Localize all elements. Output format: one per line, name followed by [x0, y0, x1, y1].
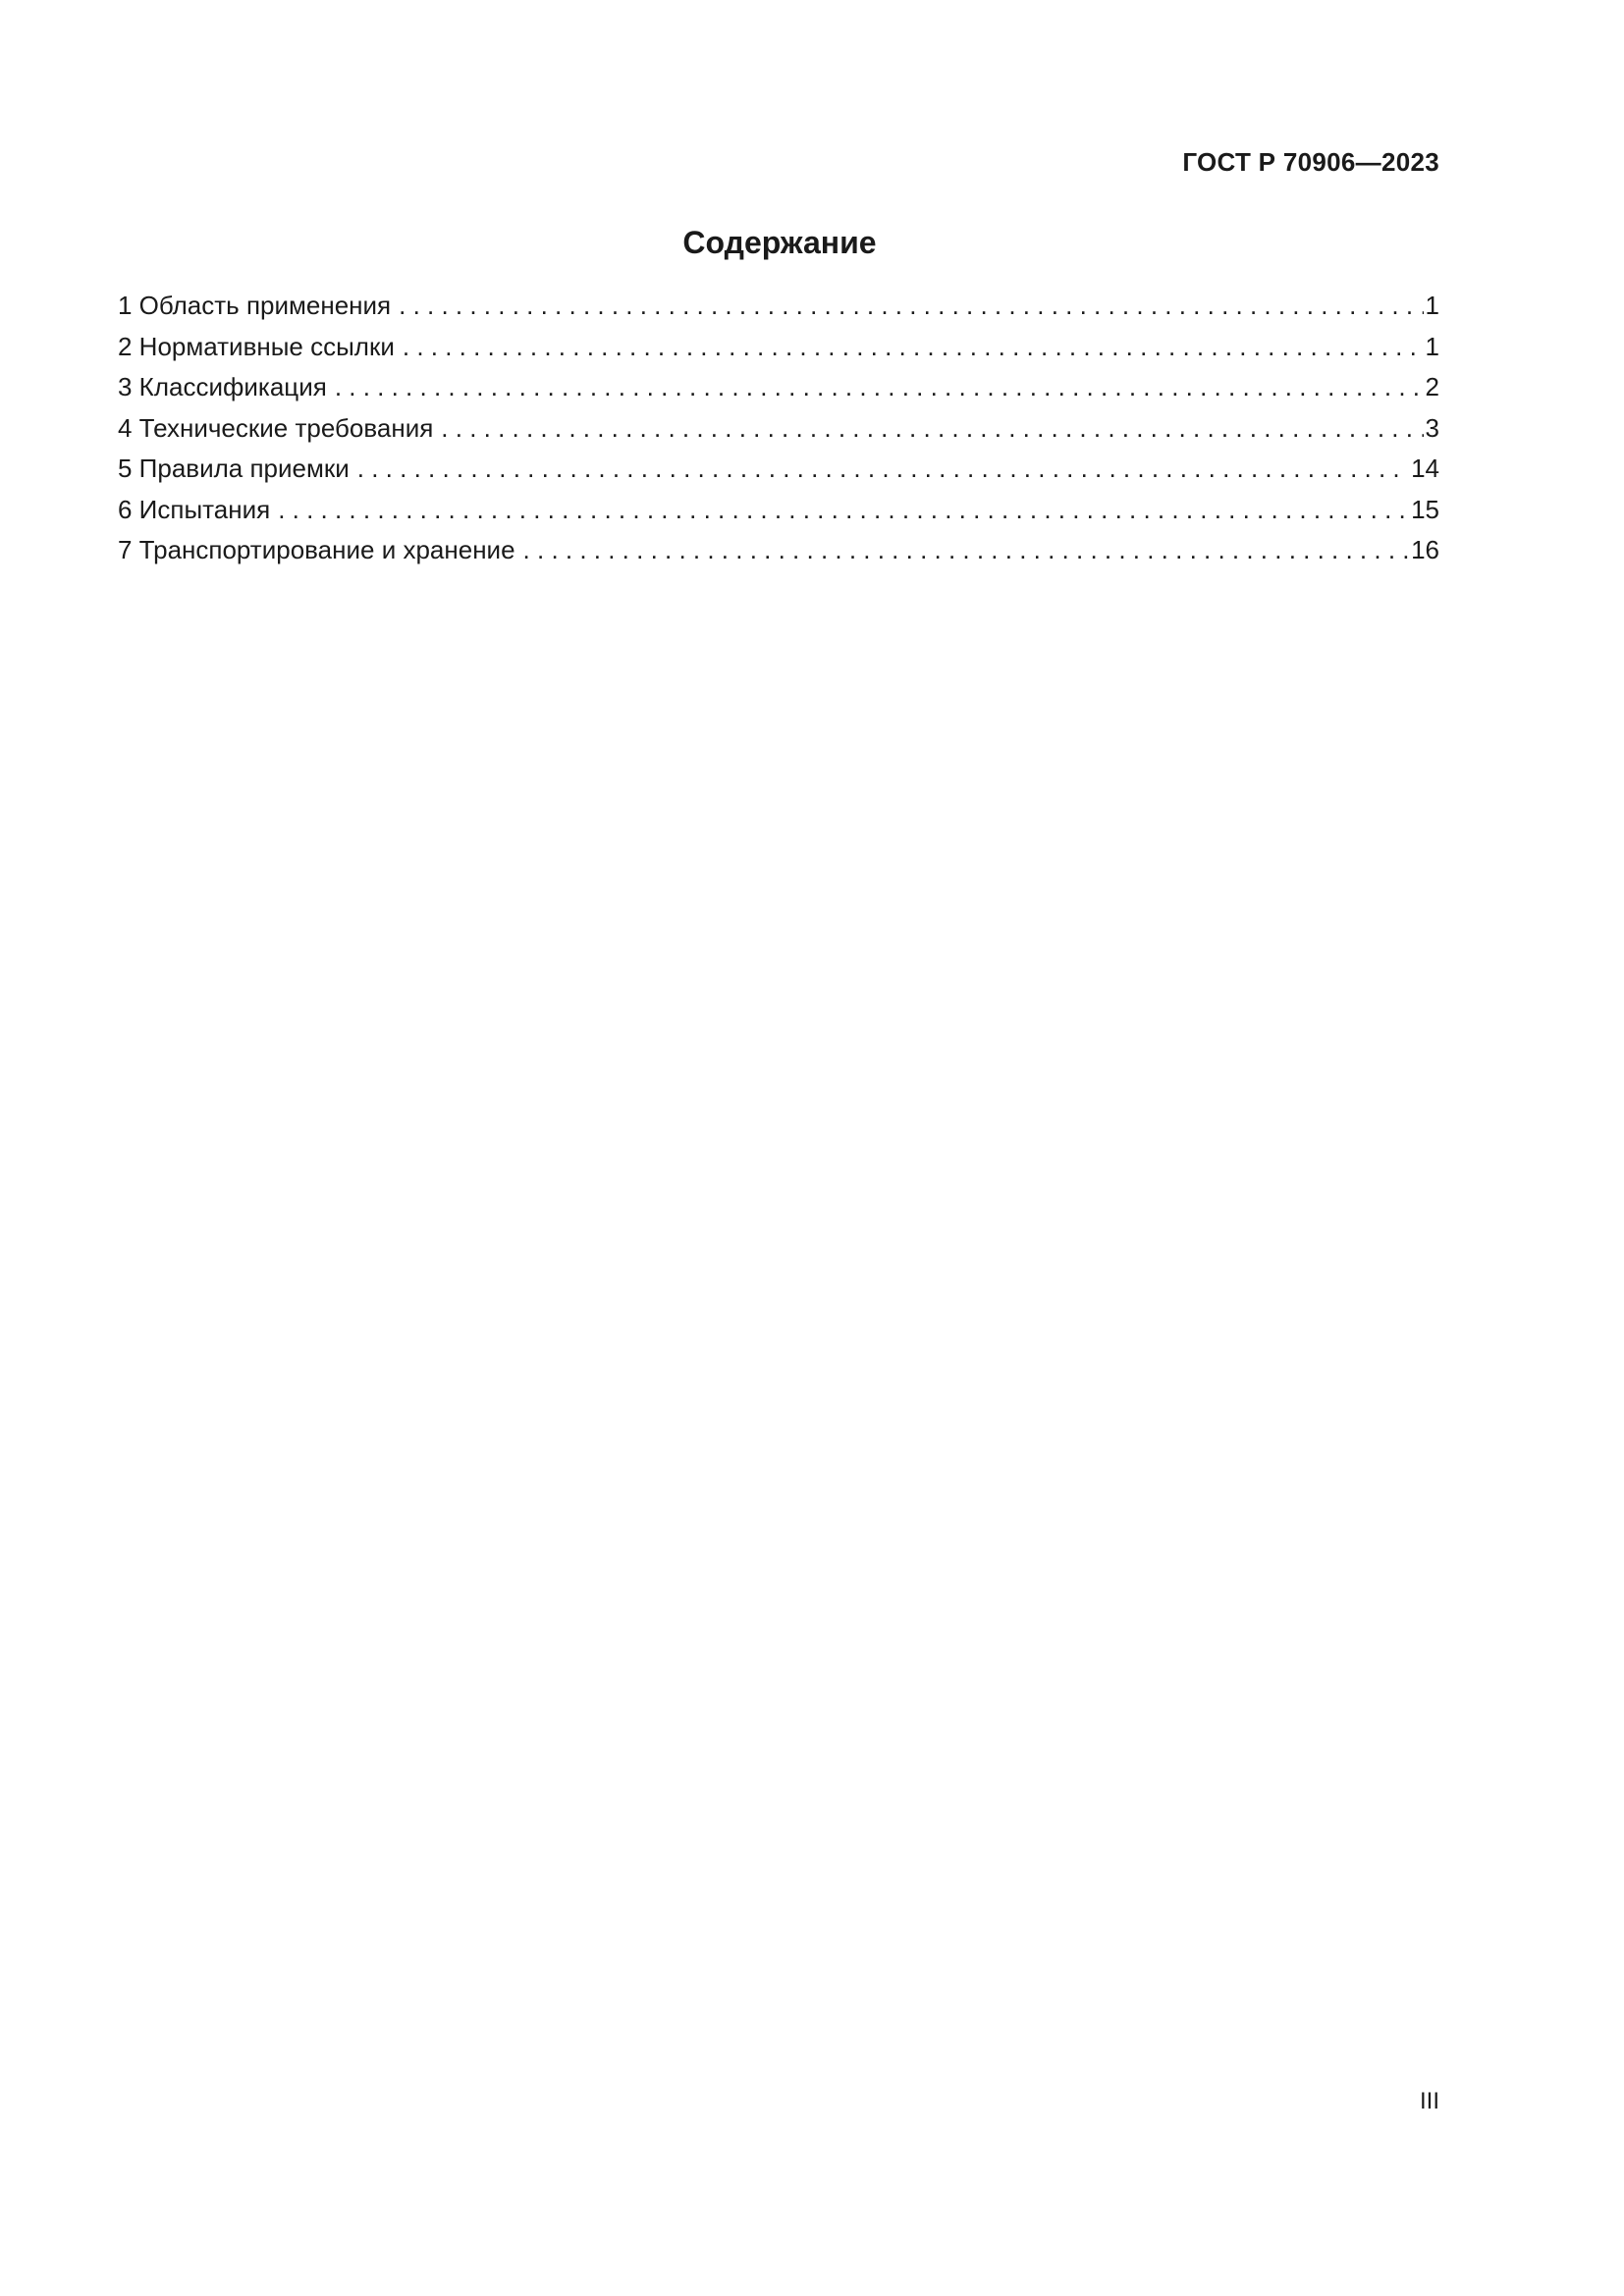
toc-dot-leader — [523, 530, 1410, 571]
document-code: ГОСТ Р 70906—2023 — [1182, 147, 1439, 177]
toc-entry-page: 14 — [1411, 454, 1439, 483]
toc-entry-scope[interactable] — [118, 286, 1439, 327]
toc-entry-page: 15 — [1411, 494, 1439, 524]
table-of-contents — [118, 286, 1439, 571]
toc-entry-tests[interactable] — [118, 490, 1439, 531]
toc-entry-technical-requirements[interactable] — [118, 408, 1439, 450]
toc-entry-transport-storage[interactable] — [118, 530, 1439, 571]
toc-dot-leader — [335, 367, 1424, 408]
toc-entry-label: 6 Испытания — [118, 494, 271, 524]
toc-entry-label: 5 Правила приемки — [118, 454, 350, 483]
page-number: III — [1419, 2088, 1439, 2114]
toc-entry-page: 16 — [1411, 535, 1439, 564]
toc-dot-leader — [403, 327, 1424, 368]
toc-entry-page: 2 — [1425, 372, 1439, 401]
toc-entry-label: 1 Область применения — [118, 291, 392, 320]
toc-dot-leader — [357, 449, 1409, 490]
toc-entry-page: 1 — [1425, 331, 1439, 361]
toc-entry-classification[interactable] — [118, 367, 1439, 408]
toc-entry-label: 2 Нормативные ссылки — [118, 331, 395, 361]
toc-entry-acceptance-rules[interactable] — [118, 449, 1439, 490]
toc-entry-normative-references[interactable] — [118, 327, 1439, 368]
toc-entry-page: 3 — [1425, 412, 1439, 443]
toc-entry-label: 3 Классификация — [118, 372, 327, 401]
toc-entry-label: 7 Транспортирование и хранение — [118, 535, 515, 564]
toc-title: Содержание — [682, 225, 877, 260]
toc-dot-leader — [441, 408, 1423, 450]
toc-entry-page: 1 — [1425, 291, 1439, 320]
toc-dot-leader — [278, 490, 1409, 531]
toc-dot-leader — [399, 286, 1423, 327]
toc-entry-label: 4 Технические требования — [118, 412, 434, 443]
